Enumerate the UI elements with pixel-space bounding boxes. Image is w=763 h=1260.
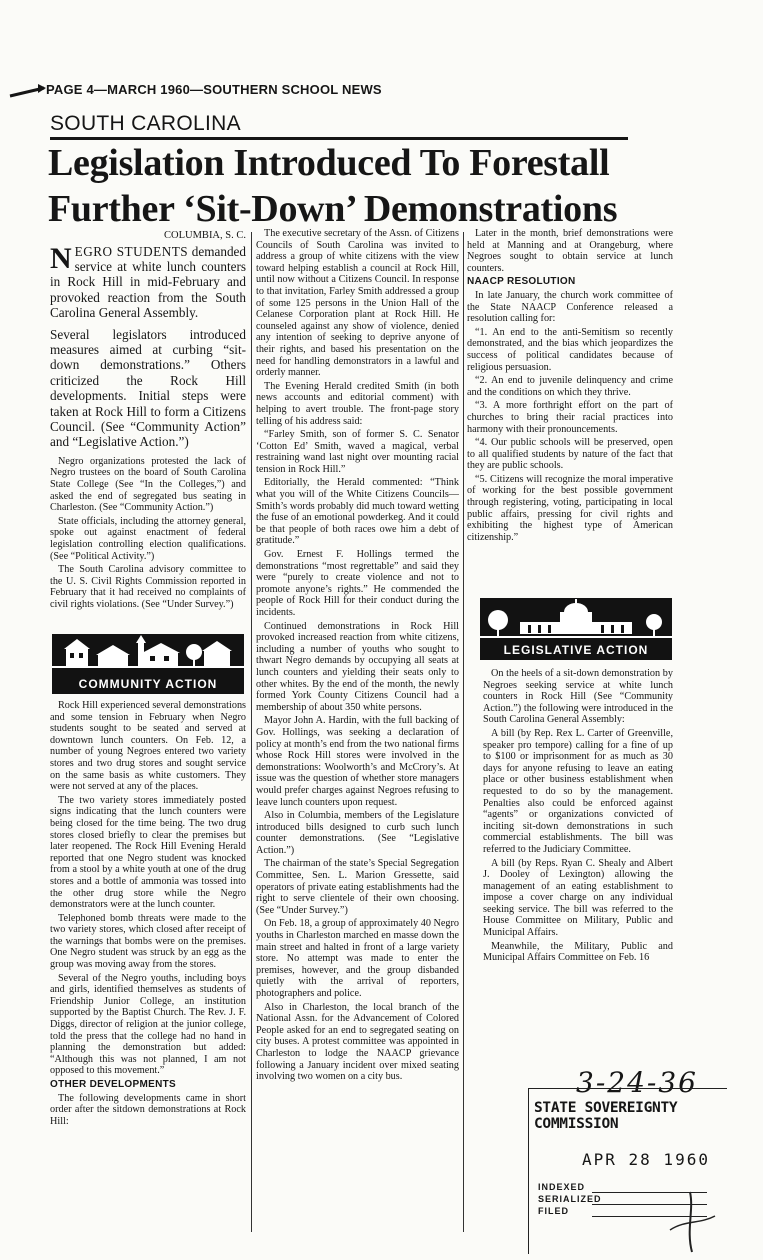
signature-scrawl bbox=[660, 1190, 720, 1255]
paragraph: A bill (by Reps. Ryan C. Shealy and Albert J. Dooley of Lexington) allowing the management of an eating establishment to impose a cover charge on any individual seeking service. The bill was referred to the House Committee on Military, Public and Municipal Affairs. bbox=[483, 857, 673, 939]
stamp-field-indexed: INDEXED bbox=[538, 1182, 586, 1192]
paragraph: Gov. Ernest F. Hollings termed the demonstrations “most regrettable” and said they were “purely to create violence and not to promote anyone’s rights.” He commended the people of Rock Hill for their conduct during the incidents. bbox=[256, 549, 459, 618]
running-head: PAGE 4—MARCH 1960—SOUTHERN SCHOOL NEWS bbox=[46, 82, 382, 97]
community-action-banner bbox=[52, 634, 244, 694]
paragraph: In late January, the church work committee of the State NAACP Conference released a resolution calling for: bbox=[467, 289, 673, 325]
lede bbox=[50, 241, 246, 450]
paragraph: Later in the month, brief demonstrations were held at Manning and at Orangeburg, where Negroes sought to obtain service at lunch counters. bbox=[467, 228, 673, 274]
capitol-silhouette-icon bbox=[480, 598, 672, 642]
arrow-mark bbox=[8, 80, 48, 100]
dateline: COLUMBIA, S. C. bbox=[164, 230, 246, 241]
paragraph: The two variety stores immediately posted signs indicating that the lunch counters were being closed for the time being. The two drug stores closed briefly to clear the premises but later reopened. The Rock Hill Evening Herald reported that one Negro student was knocked from a stool by a white youth at one of the drug stores and a bottle of ammonia was tossed into the other drug store while the Negro demonstrators were at the lunch counter. bbox=[50, 794, 246, 911]
paragraph: Mayor John A. Hardin, with the full backing of Gov. Hollings, was seeking a declaration of policy at month’s end from the two national firms whose Rock Hill stores were involved in the demonstrations: Woolworth’s and McCrory’s. At issue was the question of whether store managers would prefer charges against Negroes refusing to leave lunch counters upon request. bbox=[256, 715, 459, 808]
column-divider bbox=[463, 232, 464, 1232]
lede-paragraph-2: Several legislators introduced measures aimed at curbing “sit-down demonstrations.” Others criticized the Rock Hill developments. Initial steps were taken at Rock Hill to form a Citizens Council. (See “Community Action” and “Legislative Action.”) bbox=[50, 326, 246, 450]
headline bbox=[48, 140, 688, 232]
paragraph: On Feb. 18, a group of approximately 40 Negro youths in Charleston marched en masse down the main street and halted in front of a large variety store. No attempt was made to enter the premises, however, and the group disbanded quietly with the arrival of reporters, photographers and police. bbox=[256, 918, 459, 999]
stamp-title: STATE SOVEREIGNTY COMMISSION bbox=[534, 1100, 678, 1132]
paragraph: Several of the Negro youths, including boys and girls, identified themselves as students of Friendship Junior College, an institution supported by the Baptist Church. The Rev. J. F. Diggs, director of religion at the junior college, told the press that the college had no hand in planning the demonstration but added: “Although this was not planned, I am not opposed to this movement.” bbox=[50, 972, 246, 1077]
drop-cap: N bbox=[50, 241, 72, 275]
community-action-title: COMMUNITY ACTION bbox=[78, 677, 218, 691]
legislative-action-banner bbox=[480, 598, 672, 660]
paragraph: Editorially, the Herald commented: “Think what you will of the White Citizens Councils—Smith’s words probably did much toward wetting the fuse of an emotional powderkeg. And it could be that people of both races owe him a debt of gratitude.” bbox=[256, 477, 459, 547]
handwritten-number: 3-24-36 bbox=[576, 1066, 698, 1099]
stamp-field-filed: FILED bbox=[538, 1206, 569, 1216]
legislative-action-title: LEGISLATIVE ACTION bbox=[503, 643, 649, 657]
column-3 bbox=[467, 228, 673, 545]
column-divider bbox=[251, 232, 252, 1232]
paragraph: The following developments came in short order after the sitdown demonstrations at Rock Hill: bbox=[50, 1092, 246, 1127]
lede-smallcaps: EGRO STUDENTS bbox=[74, 243, 189, 259]
subhead-other-developments: OTHER DEVELOPMENTS bbox=[50, 1079, 176, 1090]
paragraph: The South Carolina advisory committee to the U. S. Civil Rights Commission reported in February that it had received no complaints of civil rights violations. (See “Under Survey.”) bbox=[50, 564, 246, 610]
headline-line-2: Further ‘Sit-Down’ Demonstrations bbox=[48, 188, 618, 230]
column-2 bbox=[256, 228, 459, 1085]
paragraph: Rock Hill experienced several demonstrations and some tension in February when Negro students sought to be seated and served at downtown lunch counters. On Feb. 12, a number of young Negroes entered two variety stores and two drug stores and sought service on the same basis as white customers. They were not served at any of the places. bbox=[50, 700, 246, 793]
resolution-item: “3. A more forthright effort on the part of churches to bring their racial practices into harmony with their pronouncements. bbox=[467, 400, 673, 435]
subhead-naacp-resolution: NAACP RESOLUTION bbox=[467, 276, 576, 288]
paragraph: Continued demonstrations in Rock Hill provoked increased reaction from white citizens, including a number of youths who sought to thwart Negro demands by occupying all seats at lunch counters and yielding their seats only to other whites. By the end of the month, the newly formed York County Citizens Council had a membership of about 350 white persons. bbox=[256, 620, 459, 713]
paragraph: The executive secretary of the Assn. of Citizens Councils of South Carolina was invited to address a group of white citizens with the view toward helping establish a council at Rock Hill, until now without a Citizens Council. In response to that invitation, Farley Smith addressed a group of some 125 persons in the Union Hall of the Celanese Corporation plant at Rock Hill. He counseled against any show of violence, denied any intention of seeking to deprive anyone of their rights, and based his presentation on the need for handling demonstrators in a lawful and orderly manner. bbox=[256, 228, 459, 379]
lede-paragraph bbox=[50, 241, 246, 321]
paragraph: State officials, including the attorney general, spoke out against enactment of federal legislation controlling election qualifications. (See “Political Activity.”) bbox=[50, 515, 246, 562]
paragraph: On the heels of a sit-down demonstration by Negroes seeking service at white lunch counters in Rock Hill (See “Community Action.”) the following were introduced in the South Carolina General Assembly: bbox=[483, 668, 673, 726]
stamp-date: APR 28 1960 bbox=[582, 1150, 710, 1169]
paragraph: “Farley Smith, son of former S. C. Senator ‘Cotton Ed’ Smith, waved a magical, verbal restraining wand last night over mounting racial tension in Rock Hill.” bbox=[256, 429, 459, 475]
paragraph: The Evening Herald credited Smith (in both news accounts and editorial comment) with helping to avert trouble. The front-page story telling of his address said: bbox=[256, 380, 459, 427]
paragraph: Also in Charleston, the local branch of the National Assn. for the Advancement of Colored People asked for an end to segregated seating on city buses. A protest committee was appointed in Charleston to lodge the NAACP grievance following a January incident over mixed seating involving two women on a city bus. bbox=[256, 1001, 459, 1083]
column-1-lower bbox=[50, 700, 246, 1129]
column-1 bbox=[50, 230, 246, 613]
lede-text: demanded service at white lunch counters in Rock Hill in mid-February and provoked reaction from the South Carolina General Assembly. bbox=[50, 243, 246, 321]
resolution-item: “1. An end to the anti-Semitism so recently demonstrated, and the bias which jeopardizes the success of political candidates because of religious persuasion. bbox=[467, 326, 673, 373]
headline-line-1: Legislation Introduced To Forestall bbox=[48, 142, 610, 184]
town-silhouette-icon bbox=[52, 634, 244, 678]
resolution-item: “2. An end to juvenile delinquency and crime and the conditions on which they thrive. bbox=[467, 375, 673, 398]
paragraph: The chairman of the state’s Special Segregation Committee, Sen. L. Marion Gressette, said operators of private eating establishments had the right to serve clientele of their own choosing. (See “Under Survey.”) bbox=[256, 858, 459, 916]
column-3-lower bbox=[483, 668, 673, 966]
paragraph: Also in Columbia, members of the Legislature introduced bills designed to curb such lunch counter demonstrations. (See “Legislative Action.”) bbox=[256, 810, 459, 856]
paragraph: Meanwhile, the Military, Public and Municipal Affairs Committee on Feb. 16 bbox=[483, 940, 673, 964]
paragraph: Telephoned bomb threats were made to the two variety stores, which closed after receipt of the warnings that bombs were on the premises. One Negro student was struck by an egg as the group was moving away from the stores. bbox=[50, 912, 246, 971]
resolution-item: “5. Citizens will recognize the moral imperative of working for the best possible government through registering, voting, participating in local public affairs, pressing for civil rights and exhibiting the highest type of American citizenship.” bbox=[467, 473, 673, 543]
stamp-field-serialized: SERIALIZED bbox=[538, 1194, 602, 1204]
paragraph: A bill (by Rep. Rex L. Carter of Greenville, speaker pro tempore) calling for a fine of up to $100 or imprisonment for as much as 30 days for anyone refusing to leave an eating place or other business establishment when requested to do so by the management. Penalties also could be enforced against “agents” or organizations convicted of inciting sit-down demonstrations in such commercial establishments. The bill was referred to the Judiciary Committee. bbox=[483, 727, 673, 855]
resolution-item: “4. Our public schools will be preserved, open to all qualified students by nature of the fact that they are public schools. bbox=[467, 437, 673, 472]
paragraph: Negro organizations protested the lack of Negro trustees on the board of South Carolina State College (See “In the Colleges,”) and asked the end of segregated bus seating in Charleston. (See “Community Action.”) bbox=[50, 455, 246, 514]
section-title: SOUTH CAROLINA bbox=[50, 112, 241, 135]
